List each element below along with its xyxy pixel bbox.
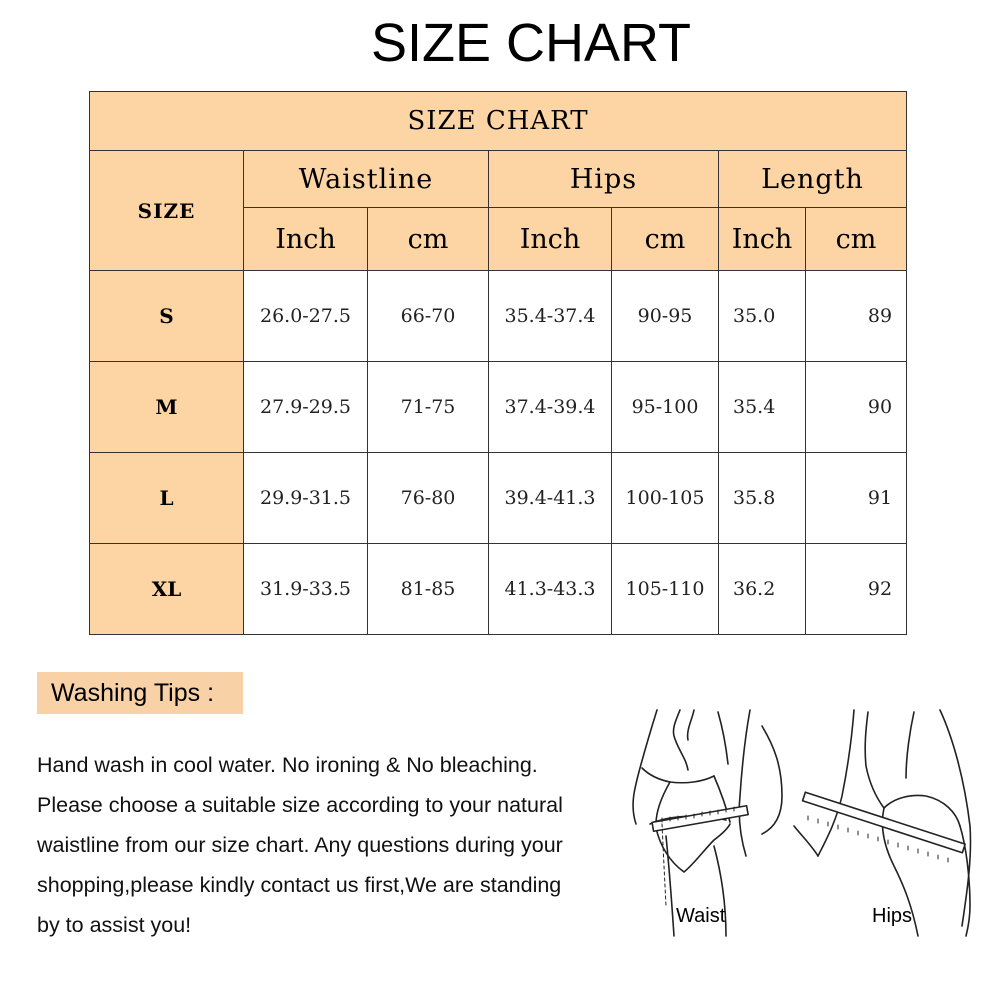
waist-cm-cell: 76-80 [368, 453, 489, 544]
tips-line: by to assist you! [37, 913, 192, 937]
unit-header-length-inch: Inch [719, 208, 806, 271]
length-cm-cell: 89 [806, 271, 907, 362]
length-cm-cell: 92 [806, 544, 907, 635]
size-column-header: SIZE [90, 151, 244, 271]
waist-cm-cell: 71-75 [368, 362, 489, 453]
group-header-hips: Hips [489, 151, 719, 208]
tips-line: waistline from our size chart. Any questions during your [37, 833, 563, 857]
unit-header-hips-cm: cm [612, 208, 719, 271]
waist-figure-drawing [633, 710, 782, 936]
hips-cm-cell: 95-100 [612, 362, 719, 453]
size-label: XL [90, 544, 244, 635]
waist-caption: Waist [676, 905, 726, 927]
tips-line: shopping,please kindly contact us first,We are standing [37, 873, 562, 897]
length-cm-cell: 90 [806, 362, 907, 453]
waist-inch-cell: 27.9-29.5 [244, 362, 368, 453]
hips-cm-cell: 90-95 [612, 271, 719, 362]
table-row [90, 271, 907, 362]
washing-tips-label: Washing Tips : [37, 672, 243, 714]
unit-header-waist-inch: Inch [244, 208, 368, 271]
hips-inch-cell: 35.4-37.4 [489, 271, 612, 362]
hips-cm-cell: 100-105 [612, 453, 719, 544]
table-row [90, 453, 907, 544]
group-header-waistline: Waistline [244, 151, 489, 208]
group-header-length: Length [719, 151, 907, 208]
hips-inch-cell: 37.4-39.4 [489, 362, 612, 453]
length-inch-cell: 36.2 [719, 544, 806, 635]
length-inch-cell: 35.8 [719, 453, 806, 544]
waist-inch-cell: 31.9-33.5 [244, 544, 368, 635]
measurement-illustration [622, 706, 982, 938]
length-inch-cell: 35.0 [719, 271, 806, 362]
hips-inch-cell: 39.4-41.3 [489, 453, 612, 544]
unit-header-length-cm: cm [806, 208, 907, 271]
unit-header-hips-inch: Inch [489, 208, 612, 271]
tips-line: Please choose a suitable size according to your natural [37, 793, 563, 817]
size-label: M [90, 362, 244, 453]
table-row [90, 544, 907, 635]
hips-figure-drawing [794, 710, 971, 936]
hips-caption: Hips [872, 905, 913, 927]
table-caption: SIZE CHART [90, 92, 907, 151]
size-label: S [90, 271, 244, 362]
waist-inch-cell: 26.0-27.5 [244, 271, 368, 362]
length-inch-cell: 35.4 [719, 362, 806, 453]
page-title: SIZE CHART [370, 13, 692, 73]
unit-header-waist-cm: cm [368, 208, 489, 271]
hips-inch-cell: 41.3-43.3 [489, 544, 612, 635]
waist-inch-cell: 29.9-31.5 [244, 453, 368, 544]
waist-cm-cell: 81-85 [368, 544, 489, 635]
size-label: L [90, 453, 244, 544]
size-chart-table [89, 91, 907, 635]
length-cm-cell: 91 [806, 453, 907, 544]
tips-line: Hand wash in cool water. No ironing & No bleaching. [37, 753, 538, 777]
washing-tips-text [37, 745, 627, 945]
table-row [90, 362, 907, 453]
waist-cm-cell: 66-70 [368, 271, 489, 362]
hips-cm-cell: 105-110 [612, 544, 719, 635]
